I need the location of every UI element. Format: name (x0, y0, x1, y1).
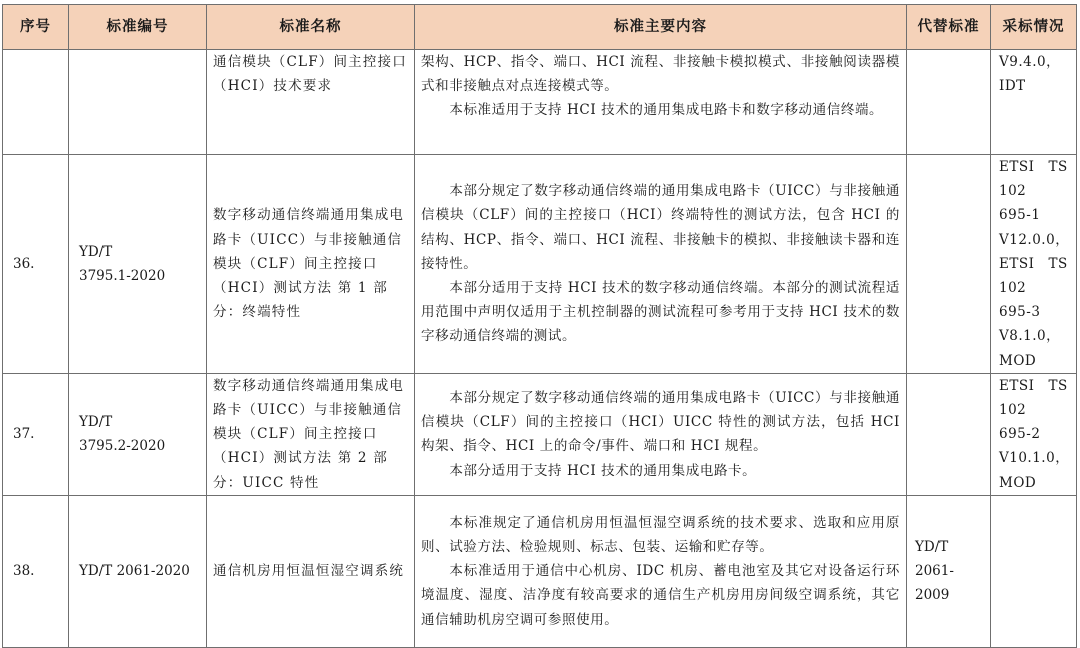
adoption-line: ETSI TS (999, 377, 1068, 394)
row-content-para1: 本标准适用于支持 HCI 技术的通用集成电路卡和数字移动通信终端。 (449, 102, 884, 119)
row-adoption (991, 50, 1077, 155)
adoption-line: V12.0.0， (999, 231, 1070, 248)
adoption-line: V10.1.0， (999, 450, 1070, 467)
row-seq (3, 50, 69, 155)
adoption-line: V8.1.0， (999, 328, 1061, 345)
row-number-line2: 3795.1-2020 (79, 267, 166, 284)
adoption-line: IDT (999, 78, 1026, 95)
row-adoption (991, 495, 1077, 647)
row-content (415, 50, 907, 155)
header-seq: 序号 (3, 5, 69, 50)
table-row (3, 495, 1077, 647)
table-row (3, 155, 1077, 374)
adoption-line: MOD (999, 352, 1037, 369)
row-content (415, 155, 907, 374)
row-content (415, 373, 907, 495)
row-content-para2: 本部分适用于支持 HCI 技术的通用集成电路卡。 (449, 462, 757, 479)
row-adoption (991, 373, 1077, 495)
adoption-line: 102 (999, 402, 1027, 419)
header-adoption: 采标情况 (991, 5, 1077, 50)
adoption-line: ETSI TS (999, 159, 1068, 175)
row-number-line1: YD/T 2061-2020 (79, 563, 190, 580)
row-content-para1: 本标准规定了通信机房用恒温恒湿空调系统的技术要求、选取和应用原则、试验方法、检验规则、标志、包装、运输和贮存等。 (421, 514, 900, 556)
row-seq: 36. (3, 155, 69, 374)
row-seq: 37. (3, 373, 69, 495)
row-name: 通信模块（CLF）间主控接口（HCI）技术要求 (207, 50, 415, 155)
row-replaces (907, 373, 991, 495)
row-content-continuation: 架构、HCP、指令、端口、HCI 流程、非接触卡模拟模式、非接触阅读器模式和非接触点对点连接模式等。 (421, 54, 900, 95)
table-header-row (3, 5, 1077, 50)
row-number-line1: YD/T (79, 414, 113, 431)
row-number (69, 50, 207, 155)
row-replaces (907, 495, 991, 647)
adoption-line: 102 (999, 280, 1027, 297)
adoption-line: ETSI TS (999, 255, 1068, 272)
adoption-line: 695-3 (999, 304, 1041, 321)
adoption-line: 102 (999, 183, 1027, 200)
row-replaces-line1: YD/T (915, 539, 949, 556)
row-content-para1: 本部分规定了数字移动通信终端的通用集成电路卡（UICC）与非接触通信模块（CLF）间的主控接口（HCI）UICC 特性的测试方法，包括 HCI 构架、指令、HCI 上的命令/事件、端口和 HCI 规程。 (421, 389, 900, 455)
row-content-para1: 本部分规定了数字移动通信终端的通用集成电路卡（UICC）与非接触通信模块（CLF）间的主控接口（HCI）终端特性的测试方法，包含 HCI 的结构、HCP、指令、端口、HCI 流程、非接触卡的模拟、非接触读卡器和连接特性。 (421, 183, 900, 272)
row-content-para2: 本标准适用于通信中心机房、IDC 机房、蓄电池室及其它对设备运行环境温度、湿度、洁净度有较高要求的通信生产机房用房间级空调系统，其它通信辅助机房空调可参照使用。 (421, 563, 900, 628)
row-content-para2: 本部分适用于支持 HCI 技术的数字移动通信终端。本部分的测试流程适用范围中声明仅适用于主机控制器的测试流程可参考用于支持 HCI 技术的数字移动通信终端的测试。 (421, 280, 900, 345)
row-name: 通信机房用恒温恒湿空调系统 (207, 495, 415, 647)
row-content (415, 495, 907, 647)
row-number-line1: YD/T (79, 243, 113, 260)
row-adoption (991, 155, 1077, 374)
header-name: 标准名称 (207, 5, 415, 50)
row-seq: 38. (3, 495, 69, 647)
row-name: 数字移动通信终端通用集成电路卡（UICC）与非接触通信模块（CLF）间主控接口（HCI）测试方法 第 1 部分：终端特性 (207, 155, 415, 374)
row-number (69, 373, 207, 495)
row-replaces (907, 155, 991, 374)
adoption-line: MOD (999, 474, 1037, 491)
row-replaces (907, 50, 991, 155)
adoption-line: 695-1 (999, 207, 1041, 224)
adoption-line: V9.4.0， (999, 54, 1061, 70)
table-row (3, 373, 1077, 495)
table-row (3, 50, 1077, 155)
header-content: 标准主要内容 (415, 5, 907, 50)
row-number (69, 495, 207, 647)
row-replaces-line2: 2061-2009 (915, 563, 954, 604)
row-number-line2: 3795.2-2020 (79, 438, 166, 455)
header-replaces: 代替标准 (907, 5, 991, 50)
adoption-line: 695-2 (999, 426, 1041, 443)
row-number (69, 155, 207, 374)
standards-table (2, 4, 1077, 648)
row-name: 数字移动通信终端通用集成电路卡（UICC）与非接触通信模块（CLF）间主控接口（HCI）测试方法 第 2 部分：UICC 特性 (207, 373, 415, 495)
header-number: 标准编号 (69, 5, 207, 50)
